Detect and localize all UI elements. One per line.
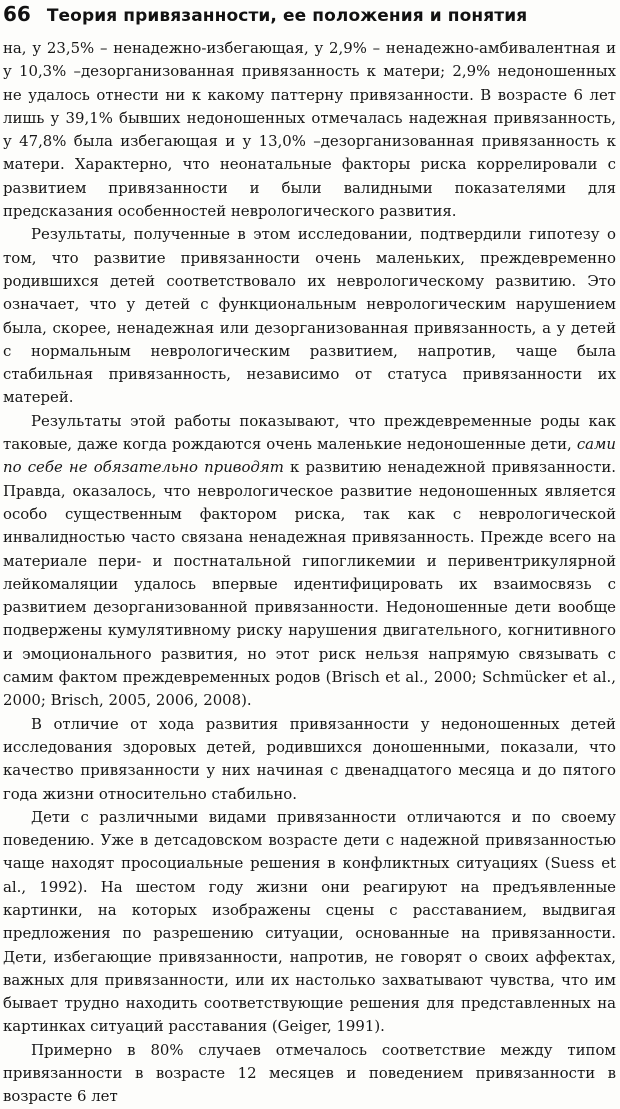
text-run: к развитию ненадежной привязанности. Правда, оказалось, что неврологическое развитие недоношенных является особо существенным фактором риска, так как с неврологической инвалидностью часто связана ненадежная привязанность. Прежде всего на материале пери- и постнатальной гипогликемии и перивентрикулярной лейкомаляции удалось впервые идентифицировать их взаимосвязь с развитием дезорганизованной привязанности. Недоношенные дети вообще подвержены кумулятивному риску нарушения двигательного, когнитивного и эмоционального развития, но этот риск нельзя напрямую связывать с самим фактом преждевременных родов (Brisch et al., 2000; Schmücker et al., 2000; Brisch, 2005, 2006, 2008). [3, 458, 616, 710]
text-run: Результаты этой работы показывают, что преждевременные роды как таковые, даже когда рождаются очень маленькие недоношенные дети, [3, 411, 616, 454]
paragraph [3, 806, 616, 1039]
chapter-title: Теория привязанности, ее положения и понятия [46, 6, 528, 26]
paragraph [3, 410, 616, 713]
text-run: на, у 23,5% – ненадежно-избегающая, у 2,9% – ненадежно-амбивалентная и у 10,3% –дезорганизованная привязанность к матери; 2,9% недоношенных не удалось отнести ни к какому паттерну привязанности. В возрасте 6 лет лишь у 39,1% бывших недоношенных отмечалась надежная привязанность, у 47,8% была избегающая и у 13,0% –дезорганизованная привязанность к матери. Характерно, что неонатальные факторы риска коррелировали с развитием привязанности и были валидными показателями для предсказания особенностей неврологического развития. [3, 39, 616, 221]
text-run: Результаты, полученные в этом исследовании, подтвердили гипотезу о том, что развитие привязанности очень маленьких, преждевременно родившихся детей соответствовало их неврологическому развитию. Это означает, что у детей с функциональным неврологическим нарушением была, скорее, ненадежная или дезорганизованная привязанность, а у детей с нормальным неврологическим развитием, напротив, чаще была стабильная привязанность, независимо от статуса привязанности их матерей. [3, 225, 616, 407]
italic-phrase: сами по себе не обязательно приводят [3, 435, 616, 477]
running-head [3, 0, 616, 34]
text-run: Дети с различными видами привязанности отличаются и по своему поведению. Уже в детсадовском возрасте дети с надежной привязанностью чаще находят просоциальные решения в конфликтных ситуациях (Suess et al., 1992). На шестом году жизни они реагируют на предъявленные картинки, на которых изображены сцены с расставанием, выдвигая предложения по разрешению ситуации, основанные на привязанности. Дети, избегающие привязанности, напротив, не говорят о своих аффектах, важных для привязанности, или их настолько захватывают чувства, что им бывает трудно находить соответствующие решения для представленных на картинках ситуаций расставания (Geiger, 1991). [3, 807, 616, 1036]
text-run: Примерно в 80% случаев отмечалось соответствие между типом привязанности в возрасте 12 месяцев и поведением привязанности в возрасте 6 лет [3, 1040, 616, 1106]
paragraph [3, 713, 616, 806]
paragraph [3, 223, 616, 409]
paragraph [3, 37, 616, 223]
paragraph [3, 1039, 616, 1109]
text-run: В отличие от хода развития привязанности у недоношенных детей исследования здоровых детей, родившихся доношенными, показали, что качество привязанности у них начиная с двенадцатого месяца и до пятого года жизни относительно стабильно. [3, 714, 616, 803]
body-text [3, 37, 616, 1109]
page-number: 66 [3, 2, 31, 26]
